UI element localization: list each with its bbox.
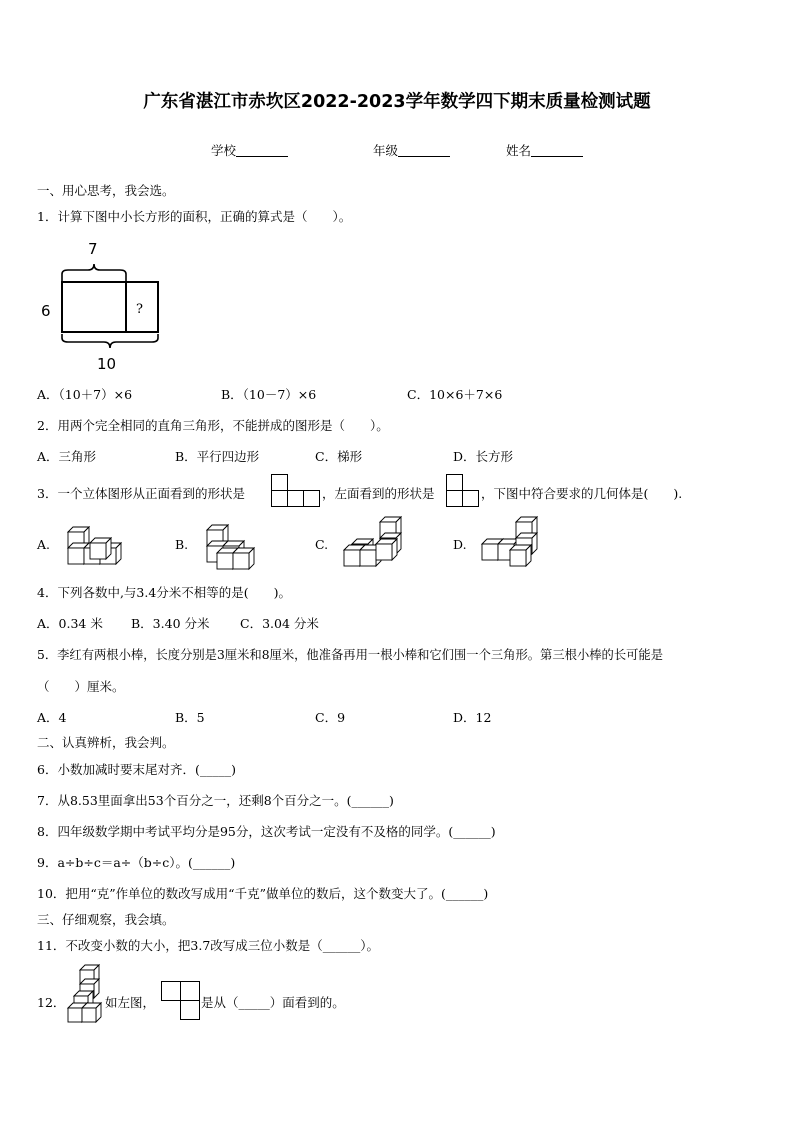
q1-rectangle-figure xyxy=(36,238,176,373)
q5-text-line2: （ ）厘米。 xyxy=(37,679,125,694)
q3-option-c[interactable]: C. xyxy=(315,537,329,552)
q6-text[interactable]: 6．小数加减时要末尾对齐．(_____) xyxy=(37,762,236,777)
name-field[interactable] xyxy=(506,141,583,159)
q2-option-b[interactable]: B．平行四边形 xyxy=(175,449,260,464)
q3-option-a[interactable]: A. xyxy=(37,537,51,552)
big-rectangle xyxy=(62,282,158,332)
q3-option-d[interactable]: D. xyxy=(453,537,467,552)
cube-icon xyxy=(233,548,254,569)
q4-option-a[interactable]: A．0.34 米 xyxy=(37,616,103,631)
page-title: 广东省湛江市赤坎区2022-2023学年数学四下期末质量检测试题 xyxy=(143,92,651,112)
q12-text-part1: 如左图， xyxy=(105,995,156,1010)
grade-label: 年级 xyxy=(373,143,399,158)
q1-option-a[interactable]: A．（10＋7）×6 xyxy=(37,387,133,402)
q12-solid-icon xyxy=(64,966,108,1034)
q5-option-c[interactable]: C．9 xyxy=(315,710,346,725)
solid-a-icon xyxy=(66,520,136,570)
q4-option-c[interactable]: C．3.04 分米 xyxy=(240,616,319,631)
q1-option-c[interactable]: C．10×6＋7×6 xyxy=(407,387,503,402)
top-brace-icon xyxy=(62,264,126,282)
grade-blank[interactable] xyxy=(398,143,450,157)
cube-icon xyxy=(376,539,397,560)
q12-text-part2[interactable]: 是从（_____）面看到的。 xyxy=(201,995,345,1010)
grade-field[interactable] xyxy=(373,141,450,159)
q5-option-d[interactable]: D．12 xyxy=(453,710,492,725)
section3-heading: 三、仔细观察，我会填。 xyxy=(37,912,175,927)
name-label: 姓名 xyxy=(506,143,532,158)
school-label: 学校 xyxy=(211,143,237,158)
q3-text-part2: ，左面看到的形状是 xyxy=(322,486,435,501)
solid-c-icon xyxy=(342,518,412,568)
q7-text[interactable]: 7．从8.53里面拿出53个百分之一，还剩8个百分之一。(______) xyxy=(37,793,394,808)
left-view-icon xyxy=(446,474,480,508)
bottom-brace-icon xyxy=(62,334,158,348)
school-blank[interactable] xyxy=(236,143,288,157)
q1-left-label: 6 xyxy=(41,302,51,320)
section1-heading: 一、用心思考，我会选。 xyxy=(37,183,175,198)
q1-inner-label: ? xyxy=(136,302,143,317)
q5-text-line1: 5．李红有两根小棒，长度分别是3厘米和8厘米，他准备再用一根小棒和它们围一个三角形。第三根小棒的长可能是 xyxy=(37,648,664,662)
q2-option-c[interactable]: C．梯形 xyxy=(315,449,363,464)
cube-icon xyxy=(82,1003,101,1022)
q5-option-b[interactable]: B．5 xyxy=(175,710,205,725)
q1-option-b[interactable]: B．（10－7）×6 xyxy=(221,387,317,402)
q5-option-a[interactable]: A．4 xyxy=(37,710,67,725)
q3-option-b[interactable]: B. xyxy=(175,537,189,552)
q3-text-part1: 3．一个立体图形从正面看到的形状是 xyxy=(37,486,245,501)
q2-option-d[interactable]: D．长方形 xyxy=(453,449,514,464)
q9-text[interactable]: 9．a÷b÷c＝a÷（b÷c）。(______) xyxy=(37,855,236,870)
q11-text[interactable]: 11．不改变小数的大小，把3.7改写成三位小数是（______）。 xyxy=(37,938,380,953)
solid-b-icon xyxy=(203,520,273,570)
cube-icon xyxy=(510,545,531,566)
q4-text: 4．下列各数中,与3.4分米不相等的是( )。 xyxy=(37,585,292,600)
school-field[interactable] xyxy=(211,141,288,159)
q2-option-a[interactable]: A．三角形 xyxy=(37,449,97,464)
q12-view-icon xyxy=(161,981,201,1021)
q1-text: 1．计算下图中小长方形的面积，正确的算式是（ ）。 xyxy=(37,209,352,224)
q2-text: 2．用两个完全相同的直角三角形，不能拼成的图形是（ ）。 xyxy=(37,418,389,433)
q1-top-label: 7 xyxy=(88,240,98,258)
q12-number: 12． xyxy=(37,995,66,1010)
solid-d-icon xyxy=(480,518,550,568)
q1-bottom-label: 10 xyxy=(97,355,117,373)
name-blank[interactable] xyxy=(531,143,583,157)
q4-option-b[interactable]: B．3.40 分米 xyxy=(131,616,210,631)
cube-icon xyxy=(90,538,111,559)
section2-heading: 二、认真辨析，我会判。 xyxy=(37,735,175,750)
q10-text[interactable]: 10．把用“克”作单位的数改写成用“千克”做单位的数后，这个数变大了。(______) xyxy=(37,886,489,901)
q3-text-part3: ，下图中符合要求的几何体是( ). xyxy=(481,486,683,501)
front-view-icon xyxy=(271,474,321,508)
q8-text[interactable]: 8．四年级数学期中考试平均分是95分，这次考试一定没有不及格的同学。(______) xyxy=(37,824,496,839)
